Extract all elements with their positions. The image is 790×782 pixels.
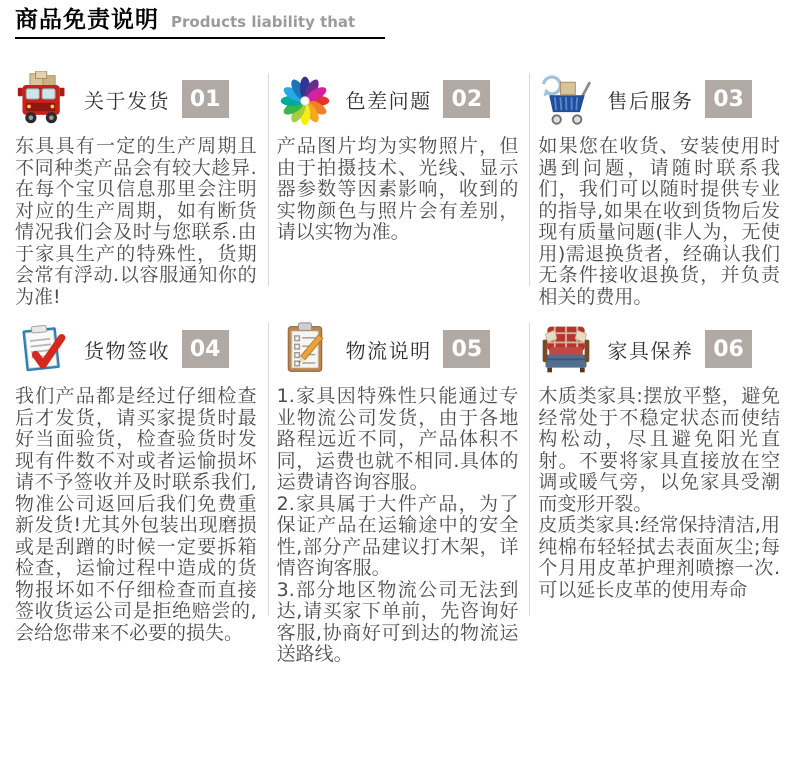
sofa-icon <box>538 321 594 377</box>
truck-icon <box>15 71 71 127</box>
paragraph: 产品图片均为实物照片，但由于拍摄技术、光线、显示器参数等因素影响，收到的实物颜色与照片会有差别，请以实物为准。 <box>276 135 519 243</box>
section-number-badge: 01 <box>182 80 229 118</box>
cart-icon <box>538 71 594 127</box>
section-card <box>538 321 782 666</box>
section-number-badge: 02 <box>443 80 490 118</box>
content-row-bottom <box>0 321 790 666</box>
section-title: 关于发货 <box>84 88 170 113</box>
section-title: 售后服务 <box>607 88 694 113</box>
paragraph: 2.家具属于大件产品，为了保证产品在运输途中的安全性,部分产品建议打木架，详情咨询客服。 <box>276 492 519 579</box>
section-number-badge: 05 <box>443 330 490 368</box>
clipboard-pencil-icon <box>277 321 333 377</box>
paragraph: 东具具有一定的生产周期且不同种类产品会有较大趁异.在每个宝贝信息那里会注明对应的生产周期，如有断货情况我们会及时与您联系.由于家具生产的特殊性，货期会常有浮动.以容服通知你的为准! <box>15 135 257 308</box>
section-card <box>15 71 259 321</box>
section-header <box>538 71 782 127</box>
section-number-badge: 03 <box>705 80 752 118</box>
section-header <box>277 321 521 377</box>
page-title: 商品免责说明 <box>15 7 159 33</box>
section-body <box>277 136 521 244</box>
section-header <box>15 321 259 377</box>
section-card <box>277 71 521 321</box>
section-body <box>15 386 259 644</box>
page-subtitle: Products liability that <box>171 13 356 31</box>
section-header <box>538 321 782 377</box>
content-row-top <box>0 71 790 321</box>
section-title: 色差问题 <box>345 88 432 113</box>
section-card <box>277 321 521 666</box>
section-header <box>277 71 521 127</box>
paragraph: 如果您在收货、安装使用时遇到问题，请随时联系我们，我们可以随时提供专业的指导,如果在收到货物后发现有质量问题(非人为，无使用)需退换货者，经确认我们无条件接收退换货，并负责相关的费用。 <box>538 135 780 308</box>
section-number-badge: 06 <box>705 330 752 368</box>
paragraph: 我们产品都是经过仔细检查后才发货，请买家提货时最好当面验货，检查验货时发现有件数不对或者运愉损坏请不予签收并及时联系我们,物准公司返回后我们免费重新发货!尤其外包装出现磨损或是刮蹭的时候一定要拆箱检查，运愉过程中造成的货物报坏如不仔细检查而直接签收货运公司是拒绝赔尝的,会给您带来不必要的损失。 <box>15 385 257 644</box>
header-underline <box>15 37 385 39</box>
section-title: 货物签收 <box>84 338 170 363</box>
page-header <box>0 0 790 39</box>
clipboard-check-icon <box>15 321 71 377</box>
section-header <box>15 71 259 127</box>
section-title: 家具保养 <box>607 338 694 363</box>
paragraph: 1.家具因特殊性只能通过专业物流公司发货，由于各地路程远近不同，产品体积不同，运费也就不相同.具体的运费请咨询容服。 <box>276 385 519 493</box>
section-title: 物流说明 <box>345 338 432 363</box>
paragraph: 皮质类家具:经常保持清洁,用纯棉布轻轻拭去表面灰尘;每个月用皮革护理剂喷擦一次.可以延长皮革的使用寿命 <box>538 514 780 601</box>
section-card <box>538 71 782 321</box>
paragraph: 木质类家具:摆放平整，避免经常处于不稳定状态而使结构松动，尽且避免阳光直射。不要将家具直接放在空调或暖气旁，以免家具受潮而变形开裂。 <box>538 385 780 515</box>
section-number-badge: 04 <box>182 330 229 368</box>
section-body <box>277 386 521 666</box>
section-body <box>538 136 782 308</box>
flower-icon <box>277 71 333 127</box>
section-body <box>15 136 259 308</box>
paragraph: 3.部分地区物流公司无法到达,请买家下单前，先咨询好客服,协商好可到达的物流运送路线。 <box>276 578 519 665</box>
section-body <box>538 386 782 601</box>
section-card <box>15 321 259 666</box>
